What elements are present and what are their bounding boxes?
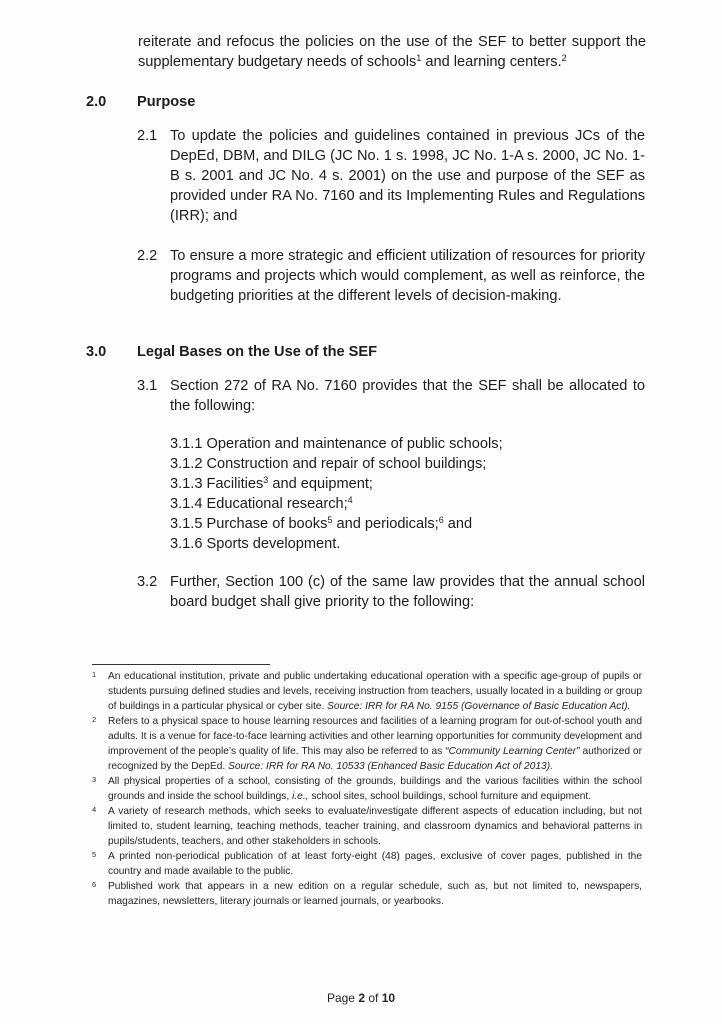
section-3-heading [86,344,377,360]
list-item: 3.1.4 Educational research;$^4$ [170,495,353,512]
intro-text: reiterate and refocus the policies on the use of the SEF to better support the supplementary budgetary needs of schools [138,34,646,70]
footnote-5: 5 A printed non-periodical publication of at least forty-eight (48) pages, exclusive of cover pages, published in the country and made available to the public. [92,849,642,879]
footnote-number: 4 [92,805,97,814]
current-page: 2 [358,991,365,1005]
item-text: To ensure a more strategic and efficient utilization of resources for priority programs and projects which would complement, as well as reinforce, the budgeting priorities at the different levels of decision-making. [170,248,645,304]
item-number: 2.2 [137,248,158,264]
list-item: 3.1.3 Facilities$^3$ and equipment; [170,475,373,492]
footnote-ref-4: 4 [347,495,353,505]
item-2-2 [137,246,645,306]
footnote-number: 3 [92,775,97,784]
item-text: Section 272 of RA No. 7160 provides that the SEF shall be allocated to the following: [170,378,645,414]
footnotes [92,669,642,909]
footnote-4: 4 A variety of research methods, which seeks to evaluate/investigate different aspects of education including, but not limited to, student learning, teaching methods, teacher training, and classroom dynamics and behavioral patterns in pupils/students, teachers, and other stakeholders in schools. [92,804,642,849]
section-number: 2.0 [86,94,107,110]
footnote-number: 5 [92,850,97,859]
list-item: 3.1.5 Purchase of books$^5$ and periodicals;$^6$ and [170,515,473,532]
item-number: 3.2 [137,574,158,590]
footnote-2: 2 Refers to a physical space to house learning resources and facilities of a learning program for out-of-school youth and adults. It is a venue for face-to-face learning activities and other learning opportunities for community development and improvement of the people’s quality of life. This may also be referred to as “Community Learning Center” authorized or recognized by the DepEd. Source: IRR for RA No. 10533 (Enhanced Basic Education Act of 2013). [92,714,642,774]
footnote-ref-5: 5 [327,515,333,525]
item-number: 3.1 [137,378,158,394]
footnote-ref-1: 1 [416,53,422,63]
page-number: Page 2 of 10 [326,991,396,1005]
footnote-3: 3 All physical properties of a school, consisting of the grounds, buildings and the various facilities within the school grounds and inside the school buildings, i.e., school sites, school buildings, school furniture and equipment. [92,774,642,804]
total-pages: 10 [381,991,396,1005]
item-2-1 [137,126,645,226]
section-2-heading [86,94,195,110]
allocation-list [170,434,503,554]
list-item: 3.1.2 Construction and repair of school buildings; [170,456,487,472]
footnote-ref-3: 3 [263,475,269,485]
item-text: To update the policies and guidelines contained in previous JCs of the DepEd, DBM, and DILG (JC No. 1 s. 1998, JC No. 1-A s. 2000, JC No. 1-B s. 2001 and JC No. 4 s. 2001) on the use and purpose of the SEF as provided under RA No. 7160 and its Implementing Rules and Regulations (IRR); and [170,128,645,224]
footnote-number: 2 [92,715,97,724]
list-item: 3.1.6 Sports development. [170,536,341,552]
intro-paragraph [138,32,646,72]
footnote-number: 6 [92,880,97,889]
footnote-1: 1 An educational institution, private and public undertaking educational operation with a specific age-group of pupils or students pursuing defined studies and levels, receiving instruction from teachers, usually located in a building or group of buildings in a particular physical or cyber site. Source: IRR for RA No. 9155 (Governance of Basic Education Act). [92,669,642,714]
section-number: 3.0 [86,344,107,360]
item-text: Further, Section 100 (c) of the same law provides that the annual school board budget shall give priority to the following: [170,574,645,610]
footnote-ref-2: 2 [561,53,567,63]
footnote-number: 1 [92,670,97,679]
item-3-1 [137,376,645,416]
section-title: Purpose [137,94,196,110]
footnote-separator [92,664,270,665]
item-number: 2.1 [137,128,158,144]
footnote-6: 6 Published work that appears in a new edition on a regular schedule, such as, but not limited to, newspapers, magazines, newsletters, literary journals or learned journals, or yearbooks. [92,879,642,909]
footnote-ref-6: 6 [438,515,444,525]
list-item: 3.1.1 Operation and maintenance of public schools; [170,436,503,452]
intro-text-end: and learning centers. [421,54,562,70]
item-3-2 [137,572,645,612]
section-title: Legal Bases on the Use of the SEF [137,344,378,360]
